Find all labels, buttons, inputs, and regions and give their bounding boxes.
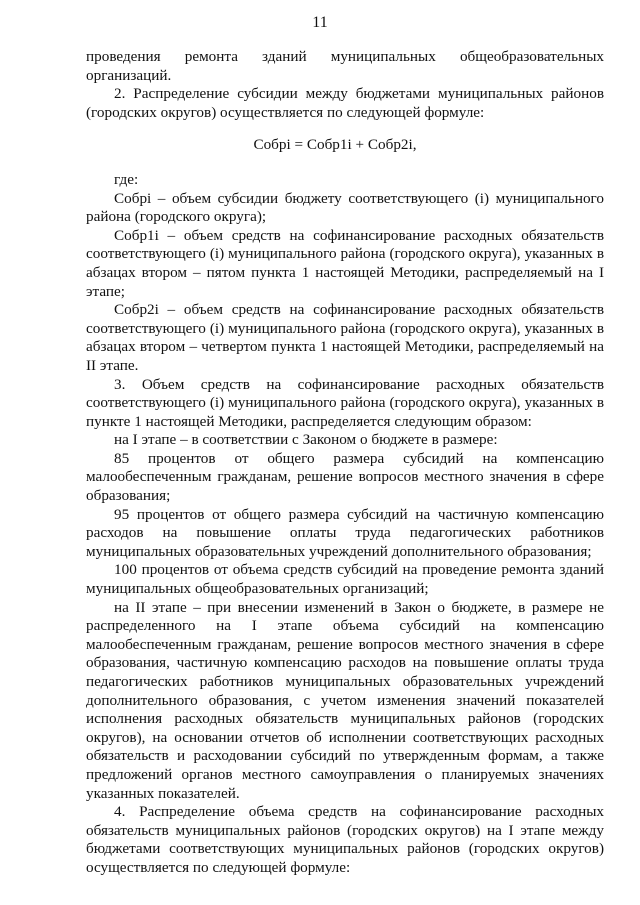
page-number: 11 bbox=[312, 14, 328, 31]
where-label: где: bbox=[114, 170, 139, 188]
percent-100-paragraph: 100 процентов от объема средств субсидий на проведение ремонта зданий муниципальных общеобразовательных организаций; bbox=[86, 561, 604, 598]
percent-95-paragraph: 95 процентов от общего размера субсидий на частичную компенсацию расходов на повышение оплаты труда педагогических работников муниципальных образовательных учреждений дополнительного образования; bbox=[86, 505, 604, 560]
formula-total-subsidy: Собрi = Собр1i + Собр2i, bbox=[253, 136, 417, 154]
definition-sobr2: Собр2i – объем средств на софинансирование расходных обязательств соответствующего (i) муниципального района (городского округа), указанных в абзацах втором – четвертом пункта 1 настоящей Методики, распределяемый на II этапе. bbox=[86, 301, 604, 374]
document-body bbox=[86, 48, 604, 878]
stage-one-intro: на I этапе – в соответствии с Законом о бюджете в размере: bbox=[114, 431, 498, 449]
definition-sobr1: Собр1i – объем средств на софинансирование расходных обязательств соответствующего (i) муниципального района (городского округа), указанных в абзацах втором – пятом пункта 1 настоящей Методики, распределяемый на I этапе; bbox=[86, 226, 604, 300]
paragraph-continuation: проведения ремонта зданий муниципальных общеобразовательных организаций. bbox=[86, 48, 604, 84]
paragraph-item-3: 3. Объем средств на софинансирование расходных обязательств соответствующего (i) муниципального района (городского округа), указанных в пункте 1 настоящей Методики, распределяется следующим образом: bbox=[86, 375, 604, 430]
paragraph-item-2: 2. Распределение субсидии между бюджетами муниципальных районов (городских округов) осуществляется по следующей формуле: bbox=[86, 85, 604, 121]
percent-85-paragraph: 85 процентов от общего размера субсидий на компенсацию малообеспеченным гражданам, решение вопросов местного значения в сфере образования; bbox=[86, 449, 604, 505]
paragraph-item-4: 4. Распределение объема средств на софинансирование расходных обязательств муниципальных районов (городских округов) на I этапе между бюджетами соответствующих муниципальных районов (городских округов) осуществляется по следующей формуле: bbox=[86, 803, 604, 876]
stage-two-paragraph: на II этапе – при внесении изменений в Закон о бюджете, в размере не распределенного на I этапе объема субсидий на компенсацию малообеспеченным гражданам, решение вопросов местного значения в сфере образования, частичную компенсацию расходов на повышение оплаты труда педагогических работников муниципальных образовательных учреждений дополнительного образования, с учетом изменения значений показателей исполнения расходных обязательств муниципальных районов (городских округов), на основании отчетов об исполнении соответствующих расходных обязательств и расходовании субсидий по утвержденным формам, а также предложений органов местного самоуправления о планируемых значениях указанных показателей. bbox=[86, 598, 604, 802]
definition-sobr: Собрi – объем субсидии бюджету соответствующего (i) муниципального района (городского округа); bbox=[86, 189, 604, 226]
